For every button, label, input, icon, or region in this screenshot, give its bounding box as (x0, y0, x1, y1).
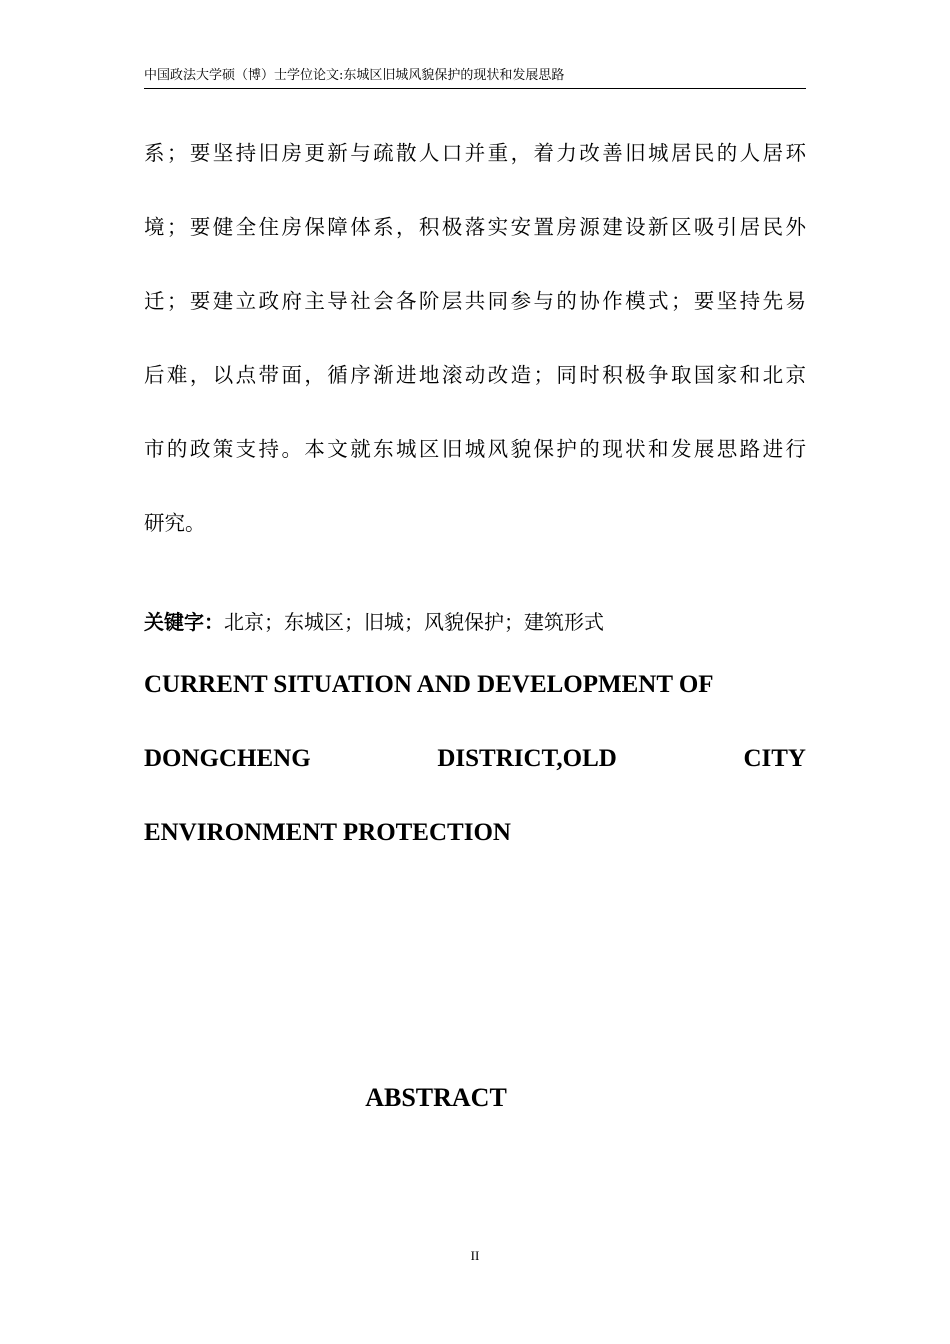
body-line: 迁；要建立政府主导社会各阶层共同参与的协作模式；要坚持先易 (144, 289, 806, 313)
body-line: 系；要坚持旧房更新与疏散人口并重，着力改善旧城居民的人居环 (144, 141, 806, 165)
keywords-line (144, 604, 806, 640)
english-title-line: CURRENT SITUATION AND DEVELOPMENT OF (144, 671, 714, 698)
english-title-line: ENVIRONMENT PROTECTION (144, 819, 511, 846)
english-title (144, 648, 806, 870)
keywords-value: 北京；东城区；旧城；风貌保护；建筑形式 (224, 610, 604, 634)
body-line: 后难，以点带面，循序渐进地滚动改造；同时积极争取国家和北京 (144, 363, 806, 387)
keywords-label: 关键字： (144, 610, 224, 634)
english-title-line: DONGCHENG DISTRICT,OLD CITY (144, 745, 806, 772)
abstract-body-cn (144, 116, 806, 560)
body-line: 市的政策支持。本文就东城区旧城风貌保护的现状和发展思路进行 (144, 437, 806, 461)
abstract-heading: ABSTRACT (365, 1083, 507, 1112)
body-line: 境；要健全住房保障体系，积极落实安置房源建设新区吸引居民外 (144, 215, 806, 239)
running-header-title: 中国政法大学硕（博）士学位论文:东城区旧城风貌保护的现状和发展思路 (144, 68, 565, 83)
body-line: 研究。 (144, 511, 206, 535)
page-number: II (470, 1248, 480, 1263)
running-header (144, 66, 806, 89)
